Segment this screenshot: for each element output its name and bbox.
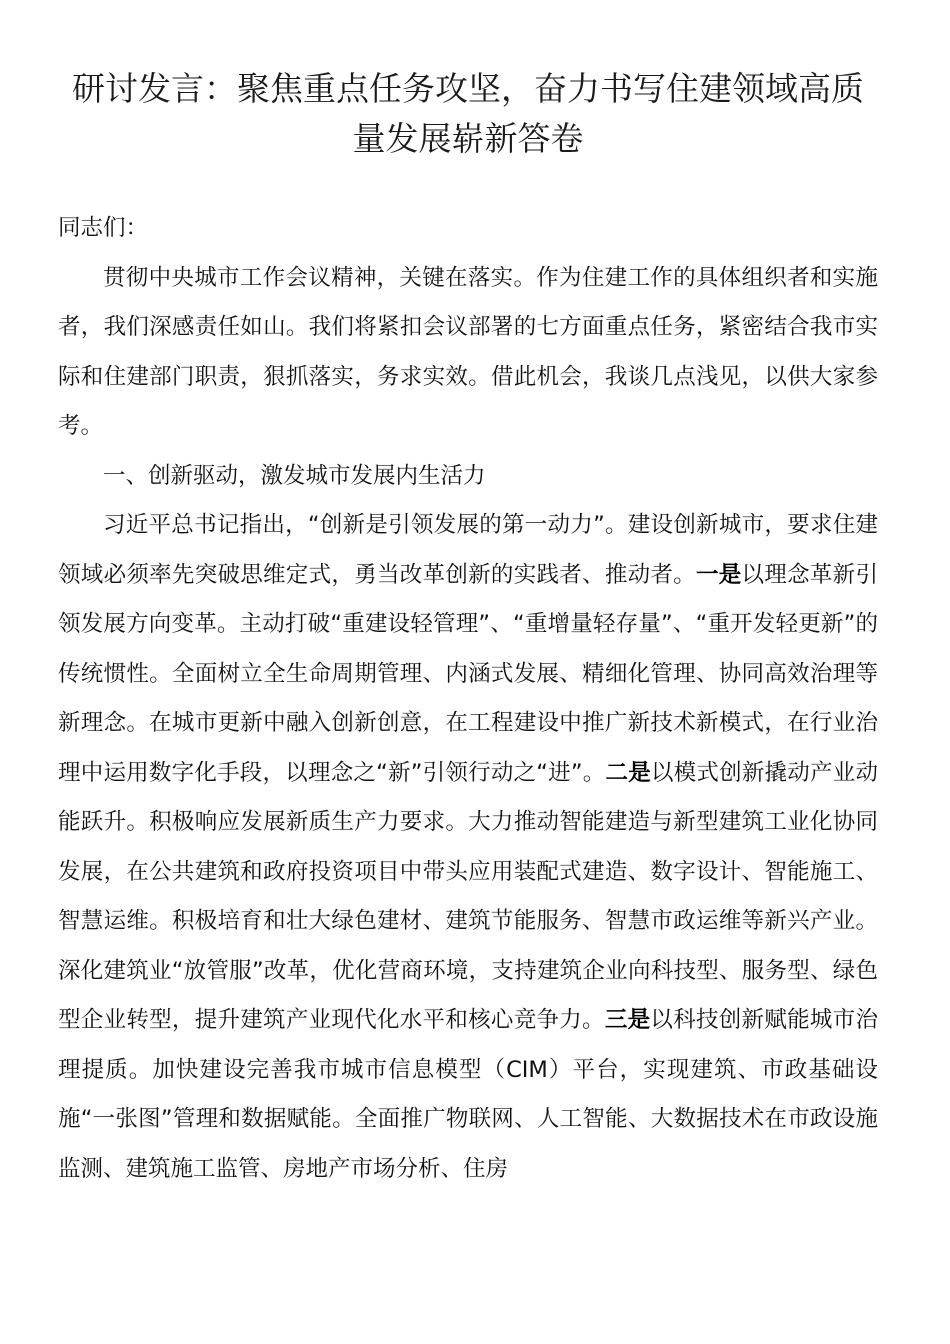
- paragraph-innovation: [58, 501, 878, 1194]
- document-page: [58, 64, 878, 1194]
- point-1-text: 以理念革新引领发展方向变革。主动打破“重建设轻管理”、“重增量轻存量”、“重开发轻更新”的传统惯性。全面树立全生命周期管理、内涵式发展、精细化管理、协同高效治理等新理念。在城市更新中融入创新创意，在工程建设中推广新技术新模式，在行业治理中运用数字化手段，以理念之“新”引领行动之“进”。: [58, 561, 878, 786]
- point-3-text: 以科技创新赋能城市治理提质。加快建设完善我市城市信息模型（CIM）平台，实现建筑、市政基础设施“一张图”管理和数据赋能。全面推广物联网、人工智能、大数据技术在市政设施监测、建筑施工监管、房地产市场分析、住房: [58, 1007, 878, 1182]
- point-1-label: 一是: [695, 561, 742, 588]
- point-2-label: 二是: [605, 759, 651, 786]
- point-2-text: 以模式创新撬动产业动能跃升。积极响应发展新质生产力要求。大力推动智能建造与新型建筑工业化协同发展，在公共建筑和政府投资项目中带头应用装配式建造、数字设计、智能施工、智慧运维。积极培育和壮大绿色建材、建筑节能服务、智慧市政运维等新兴产业。深化建筑业“放管服”改革，优化营商环境，支持建筑企业向科技型、服务型、绿色型企业转型，提升建筑产业现代化水平和核心竞争力。: [58, 759, 878, 1033]
- document-body: [58, 204, 878, 1194]
- paragraph-intro: 贯彻中央城市工作会议精神，关键在落实。作为住建工作的具体组织者和实施者，我们深感责任如山。我们将紧扣会议部署的七方面重点任务，紧密结合我市实际和住建部门职责，狠抓落实，务求实效。借此机会，我谈几点浅见，以供大家参考。: [58, 264, 878, 439]
- paragraph-innovation-intro: 习近平总书记指出，“创新是引领发展的第一动力”。建设创新城市，要求住建领域必须率先突破思维定式，勇当改革创新的实践者、推动者。: [58, 512, 878, 588]
- section-heading-innovation: 一、创新驱动，激发城市发展内生活力: [103, 462, 486, 489]
- salutation: 同志们：: [58, 215, 149, 241]
- document-title: 研讨发言：聚焦重点任务攻坚，奋力书写住建领域高质量发展崭新答卷: [72, 69, 864, 158]
- point-3-label: 三是: [604, 1007, 651, 1033]
